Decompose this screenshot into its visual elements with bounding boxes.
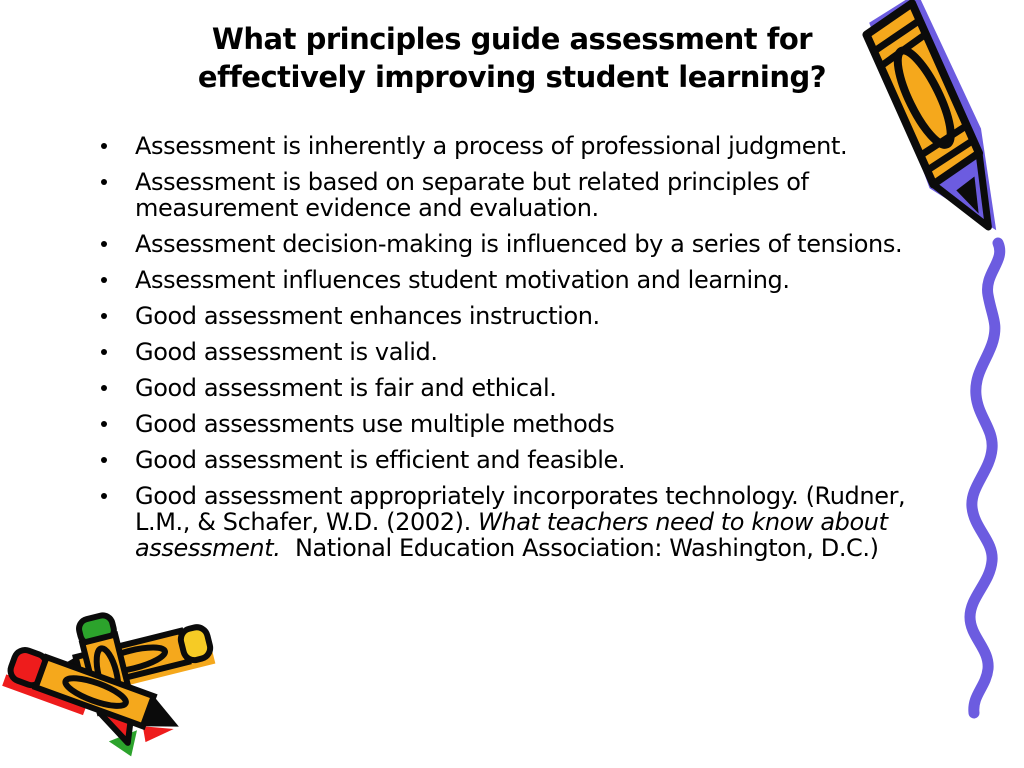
- bullet-text: Good assessment appropriately incorporates technology. (Rudner, L.M., & Schafer, W.D. (2002). What teachers need to know about assessment. National Education Association: Washington, D.C.): [135, 482, 913, 562]
- bullet-item: [95, 267, 907, 293]
- slide-title: [132, 20, 892, 96]
- bullet-text: Good assessments use multiple methods: [135, 410, 615, 438]
- pencil-clipart: [836, 0, 1024, 262]
- bullet-list: [95, 132, 913, 562]
- bullet-marker: [101, 385, 107, 391]
- bullet-item: [95, 303, 907, 329]
- bullet-text: Good assessment is valid.: [135, 338, 438, 366]
- pencil-squiggle-line: [938, 225, 1024, 727]
- bullet-text: Good assessment is fair and ethical.: [135, 374, 557, 402]
- bullet-marker: [101, 349, 107, 355]
- slide-title-line-2: effectively improving student learning?: [197, 60, 827, 94]
- bullet-text: Assessment influences student motivation and learning.: [135, 266, 790, 294]
- bullet-marker: [101, 143, 107, 149]
- bullet-item: [95, 447, 907, 473]
- slide-title-line-1: What principles guide assessment for: [211, 22, 813, 56]
- crayons-clipart: [0, 598, 240, 768]
- bullet-item: [95, 482, 913, 562]
- bullet-item: [95, 133, 907, 159]
- bullet-marker: [101, 421, 107, 427]
- bullet-item: [95, 411, 907, 437]
- bullet-marker: [101, 277, 107, 283]
- bullet-text: Good assessment is efficient and feasible.: [135, 446, 626, 474]
- bullet-item: [95, 169, 907, 221]
- squiggle-path: [970, 243, 1000, 713]
- bullet-marker: [101, 493, 107, 499]
- bullet-text: Assessment is inherently a process of professional judgment.: [135, 132, 848, 160]
- bullet-item: [95, 339, 907, 365]
- bullet-text: Assessment is based on separate but related principles of measurement evidence and evaluation.: [135, 168, 816, 222]
- bullet-marker: [101, 313, 107, 319]
- bullet-text: Good assessment enhances instruction.: [135, 302, 600, 330]
- bullet-marker: [101, 241, 107, 247]
- bullet-marker: [101, 179, 107, 185]
- bullet-item: [95, 375, 907, 401]
- crayon-horizontal-cap: [179, 625, 213, 663]
- bullet-marker: [101, 457, 107, 463]
- bullet-item: [95, 231, 907, 257]
- bullet-text: Assessment decision-making is influenced by a series of tensions.: [135, 230, 903, 258]
